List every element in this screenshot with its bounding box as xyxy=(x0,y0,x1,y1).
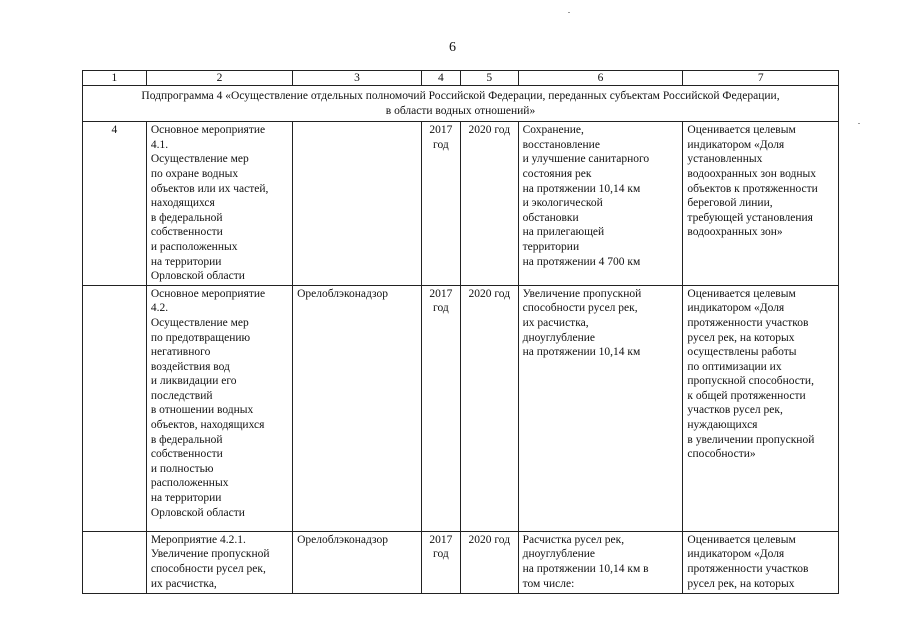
table-row xyxy=(83,122,839,286)
indicator: Оценивается целевым индикатором «Доля установленных водоохранных зон водных объектов к протяженности береговой линии, требующей установления водоохранных зон» xyxy=(683,122,839,286)
activity-name: Мероприятие 4.2.1. Увеличение пропускной способности русел рек, их расчистка, xyxy=(146,531,292,593)
end-year: 2020 год xyxy=(460,122,518,286)
table-header-row xyxy=(83,71,839,86)
header-cell: 1 xyxy=(83,71,147,86)
header-cell: 4 xyxy=(421,71,460,86)
indicator: Оценивается целевым индикатором «Доля протяженности участков русел рек, на которых осуществлены работы по оптимизации их пропускной способности, к общей протяженности участков русел рек, нуждающихся в увеличении пропускной способности» xyxy=(683,285,839,531)
executor: Орелоблэконадзор xyxy=(293,531,422,593)
end-year: 2020 год xyxy=(460,285,518,531)
executor: Орелоблэконадзор xyxy=(293,285,422,531)
start-year: 2017 год xyxy=(421,285,460,531)
expected-result: Сохранение, восстановление и улучшение санитарного состояния рек на протяжении 10,14 км и экологической обстановки на прилегающей территории на протяжении 4 700 км xyxy=(518,122,683,286)
header-cell: 7 xyxy=(683,71,839,86)
row-number: 4 xyxy=(83,122,147,286)
activity-name: Основное мероприятие 4.1. Осуществление мер по охране водных объектов или их частей, находящихся в федеральной собственности и расположенных на территории Орловской области xyxy=(146,122,292,286)
start-year: 2017 год xyxy=(421,531,460,593)
start-year: 2017 год xyxy=(421,122,460,286)
expected-result: Расчистка русел рек, дноуглубление на протяжении 10,14 км в том числе: xyxy=(518,531,683,593)
expected-result: Увеличение пропускной способности русел рек, их расчистка, дноуглубление на протяжении 10,14 км xyxy=(518,285,683,531)
scan-speck xyxy=(568,12,570,13)
subprogram-row xyxy=(83,86,839,122)
page-number: 6 xyxy=(449,40,456,55)
header-cell: 5 xyxy=(460,71,518,86)
header-cell: 2 xyxy=(146,71,292,86)
header-cell: 6 xyxy=(518,71,683,86)
activity-name: Основное мероприятие 4.2. Осуществление мер по предотвращению негативного воздействия вод и ликвидации его последствий в отношении водных объектов, находящихся в федеральной собственности и полностью расположенных на территории Орловской области xyxy=(146,285,292,531)
table-row xyxy=(83,531,839,593)
header-cell: 3 xyxy=(293,71,422,86)
subprogram-title: Подпрограмма 4 «Осуществление отдельных полномочий Российской Федерации, переданных субъектам Российской Федерации, в области водных отношений» xyxy=(83,86,839,122)
indicator: Оценивается целевым индикатором «Доля протяженности участков русел рек, на которых xyxy=(683,531,839,593)
scan-speck xyxy=(858,123,860,124)
table-row xyxy=(83,285,839,531)
row-number xyxy=(83,531,147,593)
row-number xyxy=(83,285,147,531)
program-table xyxy=(82,70,839,594)
executor xyxy=(293,122,422,286)
end-year: 2020 год xyxy=(460,531,518,593)
